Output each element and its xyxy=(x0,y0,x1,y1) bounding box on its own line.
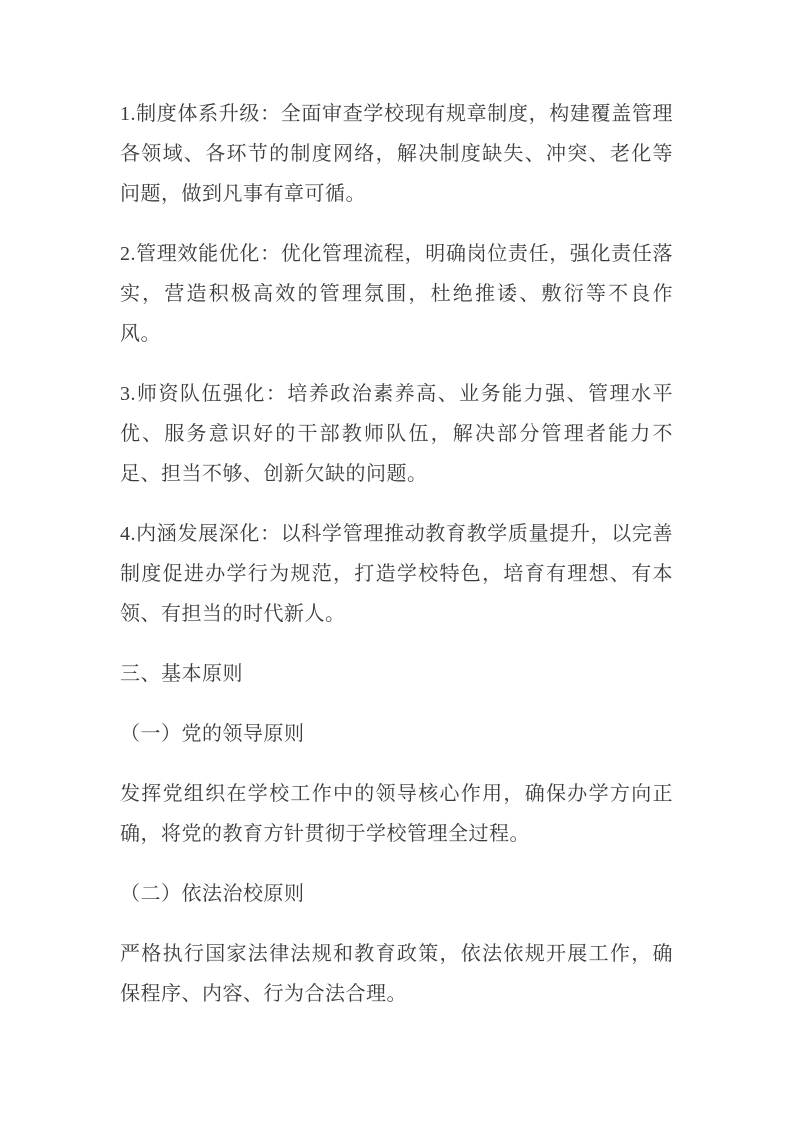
body-paragraph-law-based-governance: 严格执行国家法律法规和教育政策，依法依规开展工作，确保程序、内容、行为合法合理。 xyxy=(120,943,673,1005)
section-heading-basic-principles: 三、基本原则 xyxy=(120,663,243,685)
numbered-item-1-institution-system: 1.制度体系升级：全面审查学校现有规章制度，构建覆盖管理各领域、各环节的制度网络，解决制度缺失、冲突、老化等问题，做到凡事有章可循。 xyxy=(120,103,673,205)
subsection-heading-law-based-governance: （二）依法治校原则 xyxy=(120,883,305,905)
body-paragraph-party-leadership: 发挥党组织在学校工作中的领导核心作用，确保办学方向正确，将党的教育方针贯彻于学校管理全过程。 xyxy=(120,783,673,845)
numbered-item-4-connotative-development: 4.内涵发展深化：以科学管理推动教育教学质量提升，以完善制度促进办学行为规范，打造学校特色，培育有理想、有本领、有担当的时代新人。 xyxy=(120,523,673,625)
numbered-item-3-teacher-team: 3.师资队伍强化：培养政治素养高、业务能力强、管理水平优、服务意识好的干部教师队伍，解决部分管理者能力不足、担当不够、创新欠缺的问题。 xyxy=(120,383,673,485)
numbered-item-2-management-efficiency: 2.管理效能优化：优化管理流程，明确岗位责任，强化责任落实，营造积极高效的管理氛围，杜绝推诿、敷衍等不良作风。 xyxy=(120,243,673,345)
subsection-heading-party-leadership: （一）党的领导原则 xyxy=(120,723,305,745)
